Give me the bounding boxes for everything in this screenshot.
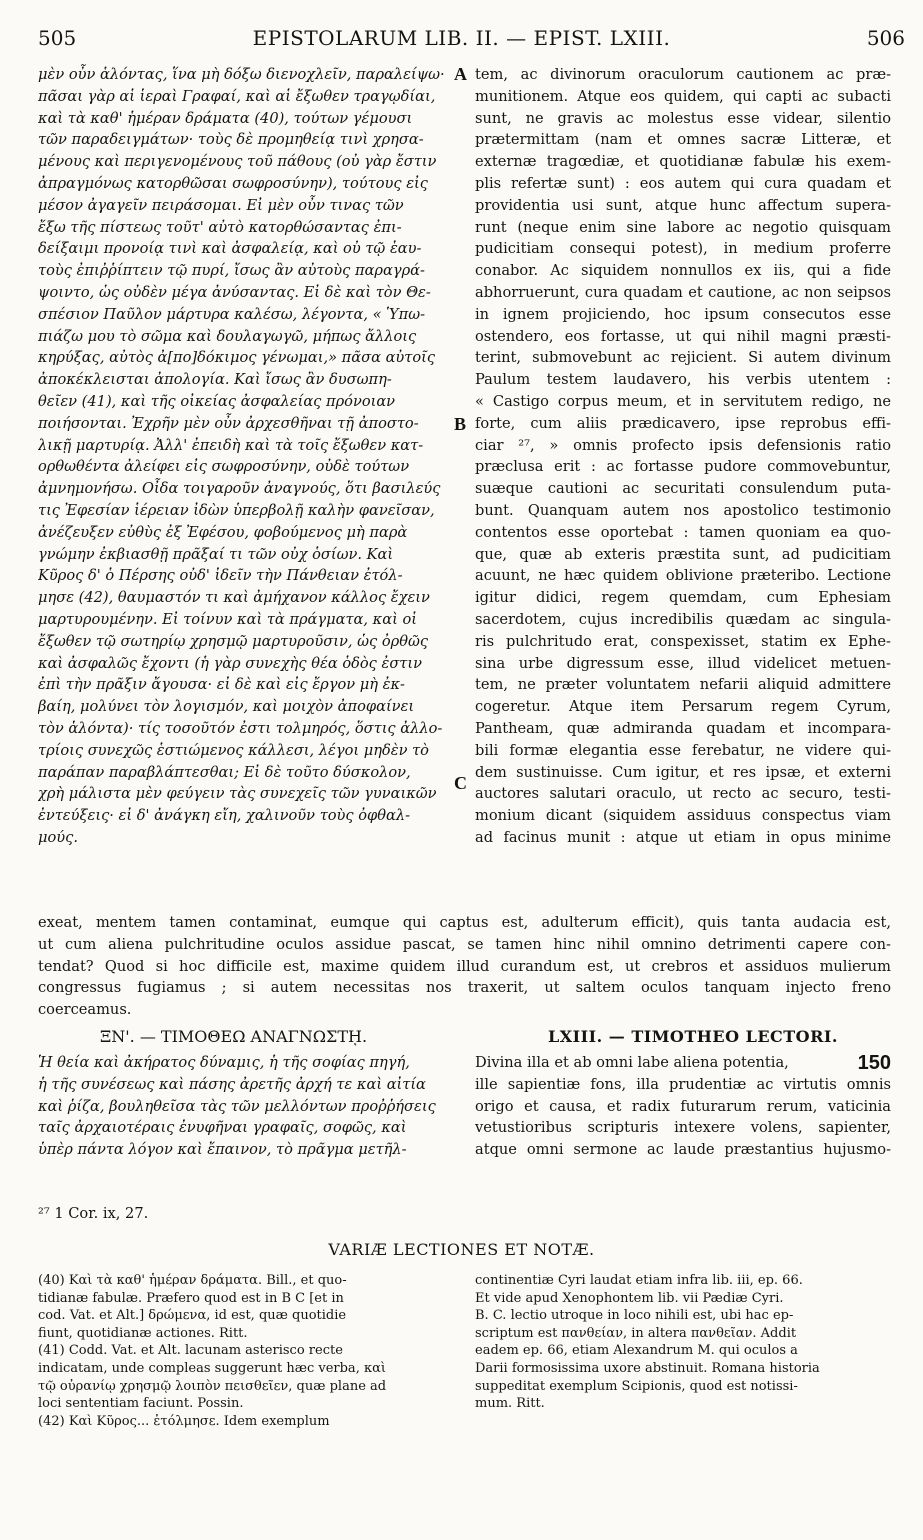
note-line: suppeditat exemplum Scipionis, quod est notissi- (475, 1378, 798, 1394)
greek-text-line: μέσον ἀγαγεῖν πειράσομαι. Εἰ μὲν οὖν τινας τῶν (38, 196, 404, 214)
greek-text-line: σπέσιον Παῦλον μάρτυρα καλέσω, λέγοντα, « Ὑπω- (38, 305, 426, 323)
latin-text-line: contentos esse oportebat : tamen quoniam ea quo- (475, 523, 891, 541)
greek-text-line: θεῖεν (41), καὶ τῆς οἰκείας ἀσφαλείας πρόνοιαν (38, 392, 396, 410)
latin-text-line: sunt, ne gravis ac molestus esse videar, silentio (475, 109, 891, 127)
fullwidth-text-line: congressus fugiamus ; si autem necessitas nos traxerit, ut saltem oculos tanquam injecto freno (38, 979, 891, 997)
margin-marker-c: C (454, 773, 467, 793)
latin-text-line: prætermittam (nam et omnes sacræ Litteræ, et (475, 131, 891, 149)
latin-letter-line: atque omni sermone ac laude præstantius hujusmo- (475, 1141, 891, 1159)
note-line: indicatam, unde compleas suggerunt hæc verba, καὶ (38, 1360, 386, 1376)
note-line: cod. Vat. et Alt.] δρώμενα, id est, quæ quotidie (38, 1308, 347, 1324)
marginal-number: 150 (857, 1051, 891, 1074)
note-line: τῷ οὐρανίῳ χρησμῷ λοιπὸν πεισθεῖεν, quæ plane ad (38, 1378, 387, 1394)
notes-heading: VARIÆ LECTIONES ET NOTÆ. (328, 1240, 595, 1259)
latin-text-line: Pantheam, quæ admiranda quadam et incompara- (475, 719, 891, 737)
latin-text-line: pudicitiam consequi potest), in medium proferre (475, 240, 891, 258)
greek-text-line: μησε (42), θαυμαστόν τι καὶ ἀμήχανον κάλλος ἔχειν (38, 589, 430, 607)
greek-text-line: ἀποκέκλεισται ἀπολογία. Καὶ ἴσως ἂν δυσωπη- (38, 371, 392, 389)
margin-marker-a: A (454, 64, 467, 84)
latin-text-line: providentia usi sunt, atque hunc affectum supera- (475, 196, 891, 214)
greek-text-line: μὲν οὖν ἁλόντας, ἵνα μὴ δόξω διενοχλεῖν, παραλείψω· (38, 66, 445, 83)
latin-text-line: Paulum testem laudavero, his verbis utentem : (475, 371, 891, 389)
greek-text-line: ἀνέζευξεν εὐθὺς ἐξ Ἐφέσου, φοβούμενος μὴ παρὰ (38, 523, 408, 541)
note-line: tidianæ fabulæ. Præfero quod est in B C [et in (38, 1290, 344, 1306)
fullwidth-text-line: tendat? Quod si hoc difficile est, maxime quidem illud curandum est, ut crebros et assiduos mulierum (38, 957, 891, 975)
latin-text-line: ciar ²⁷, » omnis profecto ipsis defensionis ratio (475, 436, 891, 454)
note-line: fiunt, quotidianæ actiones. Ritt. (38, 1325, 248, 1341)
greek-text-line: ἐντεύξεις· εἰ δ' ἀνάγκη εἴη, χαλινοῦν τοὺς ὀφθαλ- (38, 807, 411, 825)
greek-text-line: δείξαιμι προνοίᾳ τινὶ καὶ ἀσφαλείᾳ, καὶ οὐ τῷ ἑαυ- (38, 240, 422, 258)
greek-text-line: παράπαν παραβλάπτεσθαι; Εἰ δὲ τοῦτο δύσκολον, (38, 763, 411, 781)
greek-letter-line: Ἡ θεία καὶ ἀκήρατος δύναμις, ἡ τῆς σοφίας πηγή, (38, 1054, 410, 1071)
latin-letter-line: origo et causa, et radix futurarum rerum, vaticinia (475, 1097, 891, 1115)
page-number-left: 505 (38, 26, 77, 50)
note-line: scriptum est πανθείαν, in altera πανθεῖαν. Addit (475, 1325, 797, 1341)
latin-text-line: ostendero, eos fortasse, ut qui nihil magni præsti- (475, 327, 891, 345)
greek-letter-heading: ΞΝ'. — ΤΙΜΟΘΕΩ ΑΝΑΓΝΩΣΤῌ. (100, 1027, 368, 1046)
latin-text-line: ris pulchritudo erat, conspexisset, statim ex Ephe- (475, 632, 891, 650)
latin-text-line: igitur didici, regem quemdam, cum Ephesiam (475, 589, 891, 607)
notes-left-column (38, 1272, 463, 1430)
greek-text-line: τις Ἐφεσίαν ἱέρειαν ἰδὼν ὑπερβολῇ καλὴν φανεῖσαν, (38, 501, 435, 519)
page-header (0, 0, 923, 60)
latin-text-line: ad facinus munit : atque ut etiam in opus minime (475, 828, 891, 846)
greek-text-column (38, 64, 463, 849)
greek-text-line: μούς. (38, 828, 78, 846)
fullwidth-text-line: ut cum aliena pulchritudine oculos assidue pascat, se tamen hinc nihil omnino detrimenti capere con- (38, 935, 891, 953)
greek-text-line: τὸν ἁλόντα)· τίς τοσοῦτόν ἐστι τολμηρός, ὅστις ἀλλο- (38, 719, 443, 737)
greek-text-line: καὶ τὰ καθ' ἡμέραν δράματα (40), τούτων γέμουσι (38, 109, 413, 127)
latin-text-line: runt (neque enim sine labore ac negotio quisquam (475, 218, 891, 236)
latin-text-line: « Castigo corpus meum, et in servitutem redigo, ne (475, 392, 891, 410)
margin-marker-b: B (454, 414, 467, 434)
note-line: loci sententiam faciunt. Possin. (38, 1396, 244, 1412)
note-line: (42) Καὶ Κῦρος... ἐτόλμησε. Idem exemplum (38, 1413, 330, 1429)
greek-text-line: ἔξω τῆς πίστεως τοῦτ' αὐτὸ κατορθώσαντας ἐπι- (38, 218, 402, 236)
greek-text-line: ἀμνημονήσω. Οἶδα τοιγαροῦν ἀναγνούς, ὅτι βασιλεύς (38, 480, 441, 498)
greek-text-line: κηρύξας, αὐτὸς ἀ[πο]δόκιμος γένωμαι,» πᾶσα αὐτοῖς (38, 349, 436, 367)
page-number-right: 506 (866, 26, 905, 50)
greek-text-line: τρίοις συνεχῶς ἑστιώμενος κάλλεσι, λέγοι μηδὲν τὸ (38, 741, 429, 759)
latin-text-line: præclusa erit : ac fortasse pudore commovebuntur, (475, 458, 891, 476)
greek-text-line: τῶν παραδειγμάτων· τοὺς δὲ προμηθείᾳ τινὶ χρησα- (38, 131, 424, 149)
greek-text-line: τοὺς ἐπιῤῥίπτειν τῷ πυρί, ἴσως ἂν αὐτοὺς παραγρά- (38, 262, 425, 280)
note-line: (40) Καὶ τὰ καθ' ἡμέραν δράματα. Bill., et quo- (38, 1273, 347, 1288)
greek-text-line: μαρτυρουμένην. Εἰ τοίνυν καὶ τὰ πράγματα, καὶ οἱ (38, 610, 417, 628)
fullwidth-text-line: coerceamus. (38, 1001, 132, 1019)
running-title: EPISTOLARUM LIB. II. — EPIST. LXIII. (252, 26, 671, 50)
note-line: eadem ep. 66, etiam Alexandrum M. qui oculos a (475, 1343, 798, 1359)
latin-text-line: acuunt, ne hæc quidem oblivione præteribo. Lectione (475, 567, 891, 585)
latin-text-line: sacerdotem, cujus incredibilis quædam ac singula- (475, 610, 891, 628)
fullwidth-latin-text (38, 912, 891, 1021)
latin-text-line: abhorruerunt, cura quadam et cautione, ac non seipsos (475, 283, 891, 301)
latin-letter-line: ille sapientiæ fons, illa prudentiæ ac virtutis omnis (475, 1075, 891, 1093)
latin-text-line: terint, submovebunt ac rejicient. Si autem divinum (475, 349, 891, 367)
greek-text-line: χρὴ μάλιστα μὲν φεύγειν τὰς συνεχεῖς τῶν γυναικῶν (38, 785, 437, 803)
latin-text-line: bunt. Quanquam autem nos apostolico testimonio (475, 501, 891, 519)
latin-text-column (475, 64, 891, 849)
greek-text-line: λικῇ μαρτυρίᾳ. Ἀλλ' ἐπειδὴ καὶ τὰ τοῖς ἔξωθεν κατ- (38, 436, 424, 454)
greek-letter-line: ἡ τῆς συνέσεως καὶ πάσης ἀρετῆς ἀρχή τε καὶ αἰτία (38, 1075, 426, 1093)
note-line: continentiæ Cyri laudat etiam infra lib. iii, ep. 66. (475, 1273, 803, 1288)
footnote: ²⁷ 1 Cor. ix, 27. (38, 1205, 149, 1222)
fullwidth-text-line: exeat, mentem tamen contaminat, eumque qui captus est, adulterum efficit), quis tanta audacia est, (38, 914, 891, 931)
latin-text-line: dem sustinuisse. Cum igitur, et res ipsæ, et externi (475, 763, 891, 781)
note-line: Et vide apud Xenophontem lib. vii Pædiæ Cyri. (475, 1290, 784, 1306)
latin-text-line: que, quæ ab exteris præstita sunt, ad pudicitiam (475, 545, 891, 563)
latin-text-line: conabor. Ac siquidem nonnullos ex iis, qui a fide (475, 262, 891, 280)
greek-text-line: πᾶσαι γὰρ αἱ ἱεραὶ Γραφαί, καὶ αἱ ἔξωθεν τραγῳδίαι, (38, 87, 436, 105)
latin-letter-first-line (475, 1052, 891, 1074)
latin-text-line: munitionem. Atque eos quidem, qui capti ac subacti (475, 87, 891, 105)
note-line: (41) Codd. Vat. et Alt. lacunam asterisco recte (38, 1343, 343, 1359)
greek-letter-line: καὶ ῥίζα, βουληθεῖσα τὰς τῶν μελλόντων προῤῥήσεις (38, 1097, 436, 1115)
greek-text-line: πιάζω μου τὸ σῶμα καὶ δουλαγωγῶ, μήπως ἄλλοις (38, 327, 417, 345)
latin-letter-line: vetustioribus scripturis intexere volens, sapienter, (475, 1119, 891, 1137)
latin-text-line: auctores salutari oraculo, ut recto ac securo, testi- (475, 785, 891, 803)
note-line: mum. Ritt. (475, 1396, 545, 1412)
greek-text-line: Κῦρος δ' ὁ Πέρσης οὐδ' ἰδεῖν τὴν Πάνθειαν ἐτόλ- (38, 567, 403, 585)
greek-text-line: ἀπραγμόνως κατορθῶσαι σωφροσύνην), τούτους εἰς (38, 174, 428, 192)
greek-text-line: μένους καὶ περιγενομένους τοῦ πάθους (οὐ γὰρ ἔστιν (38, 153, 437, 171)
latin-text-line: externæ tragœdiæ, et quotidianæ fabulæ his exem- (475, 153, 891, 171)
latin-text-line: in ignem projiciendo, hoc ipsum consecutos esse (475, 305, 891, 323)
latin-text-line: sina urbe digressum esse, illud videlicet metuen- (475, 654, 891, 672)
latin-text-line: plis refertæ sunt) : eos autem qui cura quadam et (475, 174, 891, 192)
greek-text-line: γνώμην ἐκβιασθῇ πρᾶξαί τι τῶν οὐχ ὁσίων. Καὶ (38, 545, 394, 563)
greek-letter-line: ὑπὲρ πάντα λόγον καὶ ἔπαινον, τὸ πρᾶγμα μετῆλ- (38, 1141, 407, 1159)
latin-text-line: tem, ac divinorum oraculorum cautionem ac præ- (475, 66, 891, 83)
latin-text-line: tem, ne præter voluntatem nefarii aliquid admittere (475, 676, 891, 694)
greek-letter-line: ταῖς ἀρχαιοτέραις ἐνυφῆναι γραφαῖς, σοφῶς, καὶ (38, 1119, 407, 1137)
greek-text-line: ἔξωθεν τῷ σωτηρίῳ χρησμῷ μαρτυροῦσιν, ὡς ὀρθῶς (38, 632, 429, 650)
greek-letter-text (38, 1052, 463, 1161)
note-line: Darii formosissima uxore abstinuit. Romana historia (475, 1360, 820, 1376)
greek-text-line: ορθωθέντα ἀλείφει εἰς σωφροσύνην, οὐδὲ τούτων (38, 458, 410, 476)
greek-text-line: ποιήσονται. Ἐχρῆν μὲν οὖν ἀρχεσθῆναι τῇ ἀποστο- (38, 414, 419, 432)
greek-text-line: βαίη, μολύνει τὸν λογισμόν, καὶ μοιχὸν ἀποφαίνει (38, 698, 415, 716)
latin-letter-first-line-text: Divina illa et ab omni labe aliena potentia, (475, 1053, 789, 1071)
note-line: B. C. lectio utroque in loco nihili est, ubi hac ep- (475, 1308, 794, 1324)
greek-text-line: ψοιντο, ὡς οὐδὲν μέγα ἀνύσαντας. Εἰ δὲ καὶ τὸν Θε- (38, 283, 431, 301)
greek-text-line: καὶ ἀσφαλῶς ἔχοντι (ἡ γὰρ συνεχὴς θέα ὁδὸς ἐστιν (38, 654, 422, 672)
latin-text-line: bili formæ elegantia esse ferebatur, ne videre qui- (475, 741, 891, 759)
latin-text-line: forte, cum aliis prædicavero, ipse reprobus effi- (475, 414, 891, 432)
latin-text-line: suæque cautioni ac securitati consulendum puta- (475, 480, 891, 498)
latin-text-line: monium dicant (siquidem assiduus conspectus viam (475, 807, 891, 825)
notes-right-column (475, 1272, 891, 1413)
latin-text-line: cogeretur. Atque item Persarum regem Cyrum, (475, 698, 891, 716)
latin-letter-text (475, 1052, 891, 1161)
greek-text-line: ἐπὶ τὴν πρᾶξιν ἄγουσα· εἰ δὲ καὶ εἰς ἔργον μὴ ἐκ- (38, 676, 405, 694)
latin-letter-heading: LXIII. — TIMOTHEO LECTORI. (548, 1027, 838, 1046)
